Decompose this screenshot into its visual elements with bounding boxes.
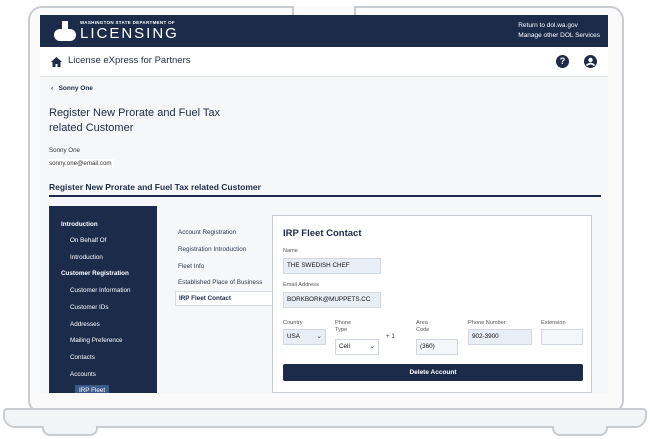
- step-account-registration[interactable]: Account Registration: [178, 229, 237, 236]
- country-value: USA: [287, 333, 300, 340]
- delete-account-button[interactable]: Delete Account: [283, 364, 583, 381]
- chevron-left-icon: ‹: [51, 85, 54, 92]
- phone-type-label: Phone Type: [335, 320, 352, 333]
- top-header: [40, 15, 608, 47]
- logo-agency-small: WASHINGTON STATE DEPARTMENT OF: [80, 19, 175, 25]
- account-icon[interactable]: [584, 55, 597, 68]
- step-irp-fleet-contact[interactable]: IRP Fleet Contact: [175, 291, 273, 306]
- breadcrumb-label: Sonny One: [58, 85, 93, 92]
- phone-type-value: Cell: [339, 343, 350, 350]
- name-label: Name: [283, 248, 298, 254]
- email-field[interactable]: BORKBORK@MUPPETS.CC: [283, 292, 381, 308]
- chevron-down-icon: ⌄: [369, 343, 375, 350]
- nav-section-customer-registration[interactable]: Customer Registration: [61, 270, 129, 277]
- extension-label: Extension: [541, 320, 566, 326]
- nav-item-introduction[interactable]: Introduction: [70, 254, 103, 261]
- customer-email: sonny.one@email.com: [49, 160, 112, 167]
- customer-name: Sonny One: [49, 147, 80, 154]
- phone-number-label: Phone Number: [468, 320, 506, 326]
- area-code-field[interactable]: (360): [416, 339, 458, 355]
- step-registration-introduction[interactable]: Registration Introduction: [178, 246, 247, 253]
- nav-item-contacts[interactable]: Contacts: [70, 354, 95, 361]
- dol-logo[interactable]: [54, 19, 179, 41]
- country-label: Country: [283, 320, 303, 326]
- laptop-foot-left: [42, 426, 98, 436]
- area-code-label: Area Code: [416, 320, 430, 333]
- irp-fleet-contact-card: [272, 215, 592, 393]
- name-field[interactable]: THE SWEDISH CHEF: [283, 258, 381, 274]
- nav-section-introduction[interactable]: Introduction: [61, 221, 98, 228]
- step-fleet-info[interactable]: Fleet Info: [178, 263, 205, 270]
- left-nav: [49, 206, 157, 393]
- phone-number-field[interactable]: 902-3900: [468, 329, 532, 345]
- browser-screen: [40, 15, 608, 393]
- nav-item-customer-ids[interactable]: Customer IDs: [70, 304, 109, 311]
- app-title[interactable]: License eXpress for Partners: [68, 55, 191, 66]
- nav-item-mailing-preference[interactable]: Mailing Preference: [70, 337, 123, 344]
- extension-field[interactable]: [541, 329, 583, 345]
- laptop-base: [3, 408, 647, 428]
- breadcrumb[interactable]: [51, 85, 93, 92]
- home-icon[interactable]: [51, 57, 62, 67]
- chevron-down-icon: ⌄: [316, 333, 322, 340]
- main-content: [40, 77, 608, 393]
- country-select[interactable]: [283, 329, 326, 345]
- dol-logo-mark-icon: [54, 19, 76, 41]
- section-title: Register New Prorate and Fuel Tax related Customer: [49, 182, 261, 192]
- phone-type-select[interactable]: [335, 339, 379, 355]
- section-divider: [49, 195, 601, 197]
- laptop-foot-right: [552, 426, 608, 436]
- logo-agency-big: LICENSING: [80, 25, 179, 42]
- help-icon[interactable]: ?: [556, 55, 569, 68]
- nav-item-irp-fleet[interactable]: IRP Fleet: [75, 385, 109, 393]
- manage-services-link[interactable]: Manage other DOL Services: [518, 32, 600, 39]
- nav-item-on-behalf-of[interactable]: On Behalf Of: [70, 237, 107, 244]
- email-label: Email Address: [283, 282, 319, 288]
- app-header: [40, 47, 608, 77]
- form-title: IRP Fleet Contact: [283, 228, 362, 239]
- nav-item-addresses[interactable]: Addresses: [70, 321, 100, 328]
- nav-item-customer-information[interactable]: Customer Information: [70, 287, 131, 294]
- top-links: [518, 21, 600, 41]
- page-title: Register New Prorate and Fuel Tax related Customer: [49, 107, 220, 134]
- country-code: + 1: [386, 333, 395, 340]
- nav-item-accounts[interactable]: Accounts: [70, 371, 96, 378]
- step-established-place-of-business[interactable]: Established Place of Business: [178, 279, 263, 286]
- return-link[interactable]: Return to dol.wa.gov: [518, 22, 578, 29]
